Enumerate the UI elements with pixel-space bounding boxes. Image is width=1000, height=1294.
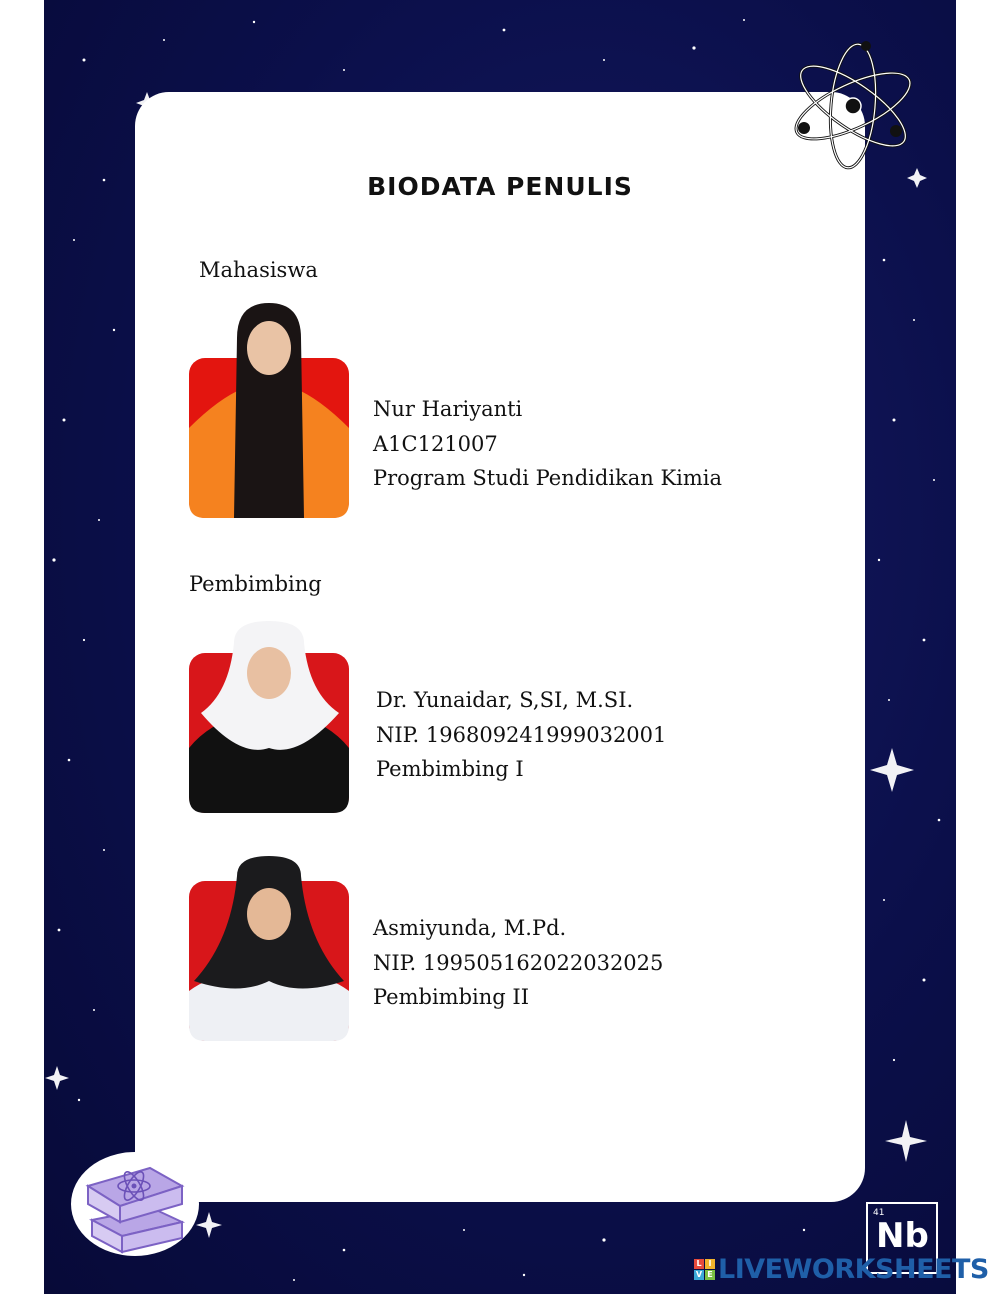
advisor-1-info — [376, 683, 666, 787]
section-label-mahasiswa: Mahasiswa — [199, 258, 318, 282]
student-program: Program Studi Pendidikan Kimia — [373, 466, 723, 490]
watermark-grid-letter: V — [695, 1269, 703, 1279]
element-symbol: Nb — [876, 1216, 929, 1256]
advisor-1-role: Pembimbing I — [376, 757, 524, 781]
watermark-grid-letter: L — [694, 1259, 704, 1269]
advisor-2-nip: NIP. 199505162022032025 — [373, 950, 664, 975]
advisor-1-photo — [189, 653, 349, 813]
watermark-grid-letter: I — [705, 1259, 715, 1269]
advisor-1-name: Dr. Yunaidar, S,SI, M.SI. — [376, 688, 634, 712]
student-id: A1C121007 — [373, 431, 498, 456]
advisor-2-info — [373, 911, 663, 1015]
student-name: Nur Hariyanti — [373, 397, 523, 421]
student-info — [373, 392, 722, 496]
liveworksheets-watermark[interactable] — [694, 1254, 989, 1284]
element-number: 41 — [873, 1208, 885, 1218]
advisor-2-photo — [189, 881, 349, 1041]
section-label-pembimbing: Pembimbing — [189, 572, 322, 596]
advisor-1-nip: NIP. 196809241999032001 — [376, 722, 667, 747]
student-photo — [189, 358, 349, 518]
watermark-grid-letter: E — [705, 1270, 715, 1280]
page-title: BIODATA PENULIS — [367, 172, 633, 201]
atom-icon — [786, 36, 920, 176]
watermark-text: LIVEWORKSHEETS — [718, 1253, 989, 1285]
advisor-2-name: Asmiyunda, M.Pd. — [373, 916, 567, 940]
advisor-2-role: Pembimbing II — [373, 985, 529, 1009]
watermark-logo-icon — [694, 1259, 715, 1280]
books-icon — [70, 1150, 200, 1258]
